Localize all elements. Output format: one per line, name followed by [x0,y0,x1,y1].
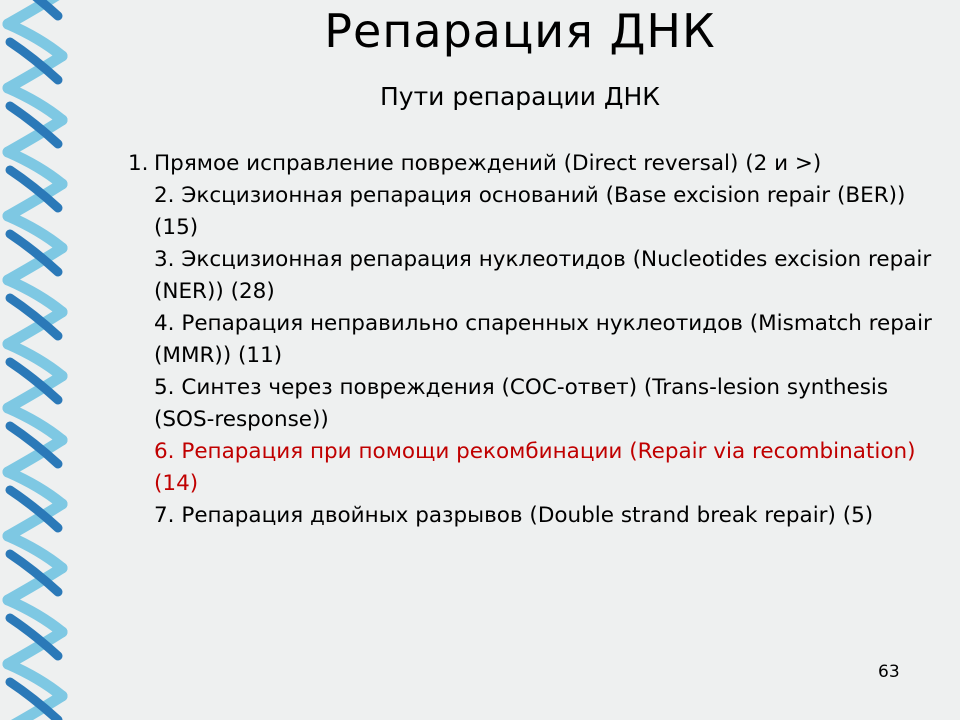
list-item: 4. Репарация неправильно спаренных нуклеотидов (Mismatch repair (MMR)) (11) [154,311,932,368]
list-item: 2. Эксцизионная репарация оснований (Base excision repair (BER)) (15) [154,183,906,240]
repair-pathways-list [128,148,938,532]
list-item: 3. Эксцизионная репарация нуклеотидов (Nucleotides excision repair (NER)) (28) [154,247,932,304]
list-item [128,148,938,180]
slide-title: Репарация ДНК [324,4,716,58]
list-item: 7. Репарация двойных разрывов (Double strand break repair) (5) [154,503,874,528]
list-item: 5. Синтез через повреждения (СОС-ответ) (Trans-lesion synthesis (SOS-response)) [154,375,889,432]
list-item-highlighted: 6. Репарация при помощи рекомбинации (Repair via recombination) (14) [154,439,916,496]
list-item-text: Прямое исправление повреждений (Direct reversal) (2 и >) [154,151,822,176]
slide-subtitle: Пути репарации ДНК [380,82,660,111]
page-number: 63 [878,662,900,682]
dna-helix-decoration [0,0,80,720]
list-item-number: 1. [128,151,149,176]
